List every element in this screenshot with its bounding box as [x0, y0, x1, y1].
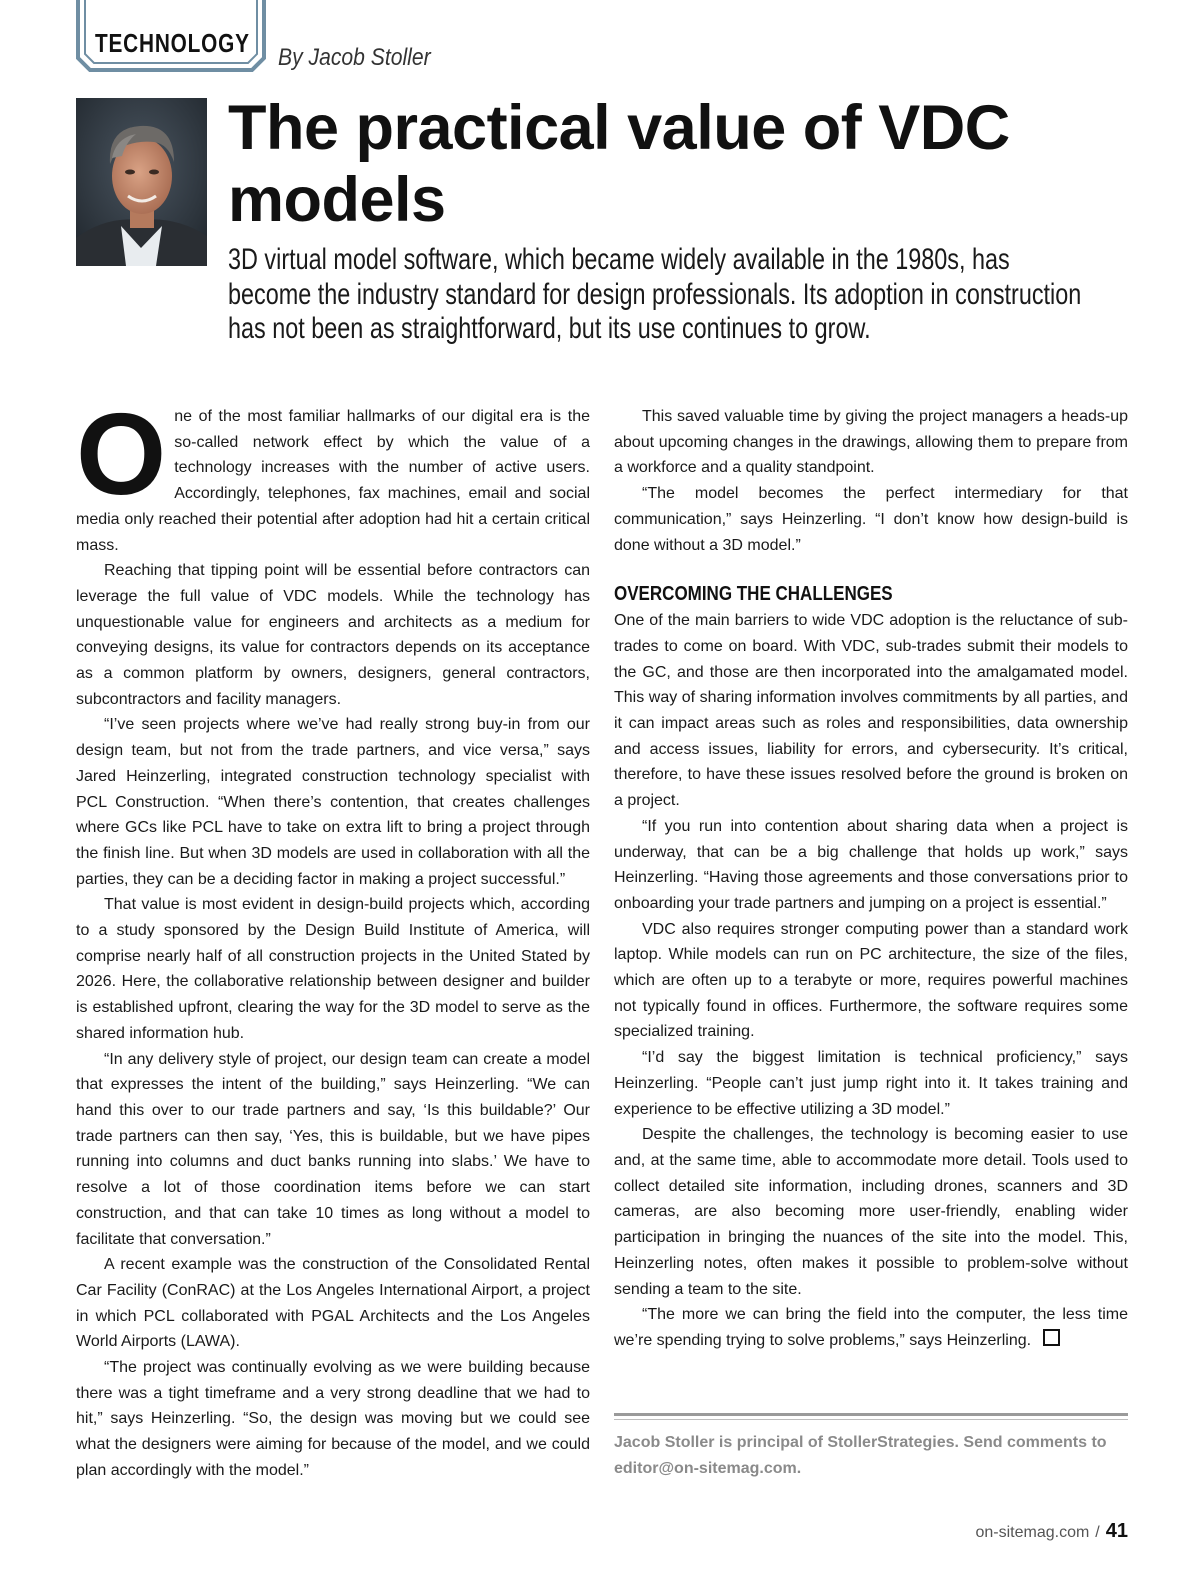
section-label: TECHNOLOGY: [95, 28, 250, 58]
page-number: 41: [1105, 1520, 1128, 1542]
paragraph: A recent example was the construction of the Consolidated Rental Car Facility (ConRAC) at the Los Angeles International Airport, a project in which PCL collaborated with PGAL Architects and the Los Angeles World Airports (LAWA).: [76, 1256, 590, 1351]
paragraph: This saved valuable time by giving the project managers a heads-up about upcoming changes in the drawings, allowing them to prepare from a workforce and a quality standpoint.: [614, 408, 1128, 477]
paragraph: Despite the challenges, the technology is becoming easier to use and, at the same time, able to accommodate more detail. Tools used to collect detailed site information, including drones, scanners and 3D cameras, are also becoming more user-friendly, enabling wider participation in bringing the nuances of the site into the model. This, Heinzerling notes, often makes it possible to problem-solve without sending a team to the site.: [614, 1126, 1128, 1298]
paragraph-text: ne of the most familiar hallmarks of our digital era is the so-called network effect by which the value of a technology increases with the number of active users. Accordingly, telephones, fax machines, email and social media only reached their potential after adoption had hit a certain critical mass.: [76, 408, 590, 554]
paragraph: [614, 1302, 1128, 1353]
paragraph: “I’d say the biggest limitation is technical proficiency,” says Heinzerling. “People can’t just jump right into it. It takes training and experience to be effective utilizing a 3D model.”: [614, 1049, 1128, 1118]
bio-rule-thin: [614, 1419, 1128, 1420]
right-column: [614, 404, 1128, 1354]
page-footer: [975, 1520, 1128, 1543]
paragraph: “The model becomes the perfect intermediary for that communication,” says Heinzerling. “I don’t know how design-build is done without a 3D model.”: [614, 485, 1128, 554]
paragraph: “In any delivery style of project, our design team can create a model that expresses the intent of the building,” says Heinzerling. “We can hand this over to our trade partners and say, ‘Is this buildable?’ Our trade partners can then say, ‘Yes, this is buildable, but we have pipes running into columns and duct banks running into slabs.’ We have to resolve a lot of those coordination items before we can start construction, and that can take 10 times as long without a model to facilitate that conversation.”: [76, 1050, 590, 1248]
author-photo: [76, 98, 207, 266]
paragraph: [76, 389, 590, 558]
paragraph: “I’ve seen projects where we’ve had really strong buy-in from our design team, but not from the trade partners, and vice versa,” says Jared Heinzerling, integrated construction technology specialist with PCL Construction. “When there’s contention, that creates challenges where GCs like PCL have to take on extra lift to bring a project through the finish line. But when 3D models are used in collaboration with all the parties, they can be a deciding factor in making a project successful.”: [76, 716, 590, 888]
end-mark-icon: [1043, 1329, 1060, 1346]
byline: By Jacob Stoller: [278, 44, 431, 71]
headline: The practical value of VDC models: [228, 93, 1010, 235]
deck: 3D virtual model software, which became widely available in the 1980s, has become the industry standard for design professionals. Its adoption in construction has not been as straightforward, but its use continues to grow.: [228, 243, 1082, 345]
paragraph: “If you run into contention about sharing data when a project is underway, that can be a big challenge that holds up work,” says Heinzerling. “Having those agreements and those conversations prior to onboarding your trade partners and jumping on a project is essential.”: [614, 817, 1128, 912]
author-bio: Jacob Stoller is principal of StollerStrategies. Send comments to editor@on-sitemag.com.: [614, 1434, 1107, 1477]
footer-separator: /: [1095, 1524, 1100, 1541]
paragraph: One of the main barriers to wide VDC adoption is the reluctance of sub-trades to come on board. With VDC, sub-trades submit their models to the GC, and those are then incorporated into the amalgamated model. This way of sharing information involves commitments by all parties, and it can impact areas such as roles and responsibilities, data ownership and access issues, liability for errors, and cybersecurity. It’s critical, therefore, to have these issues resolved before the ground is broken on a project.: [614, 612, 1128, 810]
paragraph: That value is most evident in design-build projects which, according to a study sponsored by the Design Build Institute of America, will comprise nearly half of all construction projects in the United Stated by 2026. Here, the collaborative relationship between designer and builder is established upfront, clearing the way for the 3D model to serve as the shared information hub.: [76, 896, 590, 1042]
section-tab: [76, 0, 266, 70]
left-column: [76, 389, 590, 1484]
dropcap: O: [76, 389, 167, 519]
site-name: on-sitemag.com: [975, 1524, 1090, 1541]
paragraph: Reaching that tipping point will be essential before contractors can leverage the full value of VDC models. While the technology has unquestionable value for engineers and architects as a medium for conveying designs, its value for contractors depends on its acceptance as a common platform by owners, designers, general contractors, subcontractors and facility managers.: [76, 562, 590, 708]
section-subhead: OVERCOMING THE CHALLENGES: [614, 583, 893, 606]
paragraph-text: “The more we can bring the field into the computer, the less time we’re spending trying to solve problems,” says Heinzerling.: [614, 1306, 1128, 1349]
paragraph: “The project was continually evolving as we were building because there was a tight timeframe and a very strong deadline that we had to hit,” says Heinzerling. “So, the design was moving but we could see what the designers were aiming for because of the model, and we could plan accordingly with the model.”: [76, 1359, 590, 1479]
paragraph: VDC also requires stronger computing power than a standard work laptop. While models can run on PC architecture, the size of the files, which are often up to a terabyte or more, requires powerful machines not typically found in offices. Furthermore, the software requires some specialized training.: [614, 920, 1128, 1041]
bio-rule: [614, 1413, 1128, 1416]
